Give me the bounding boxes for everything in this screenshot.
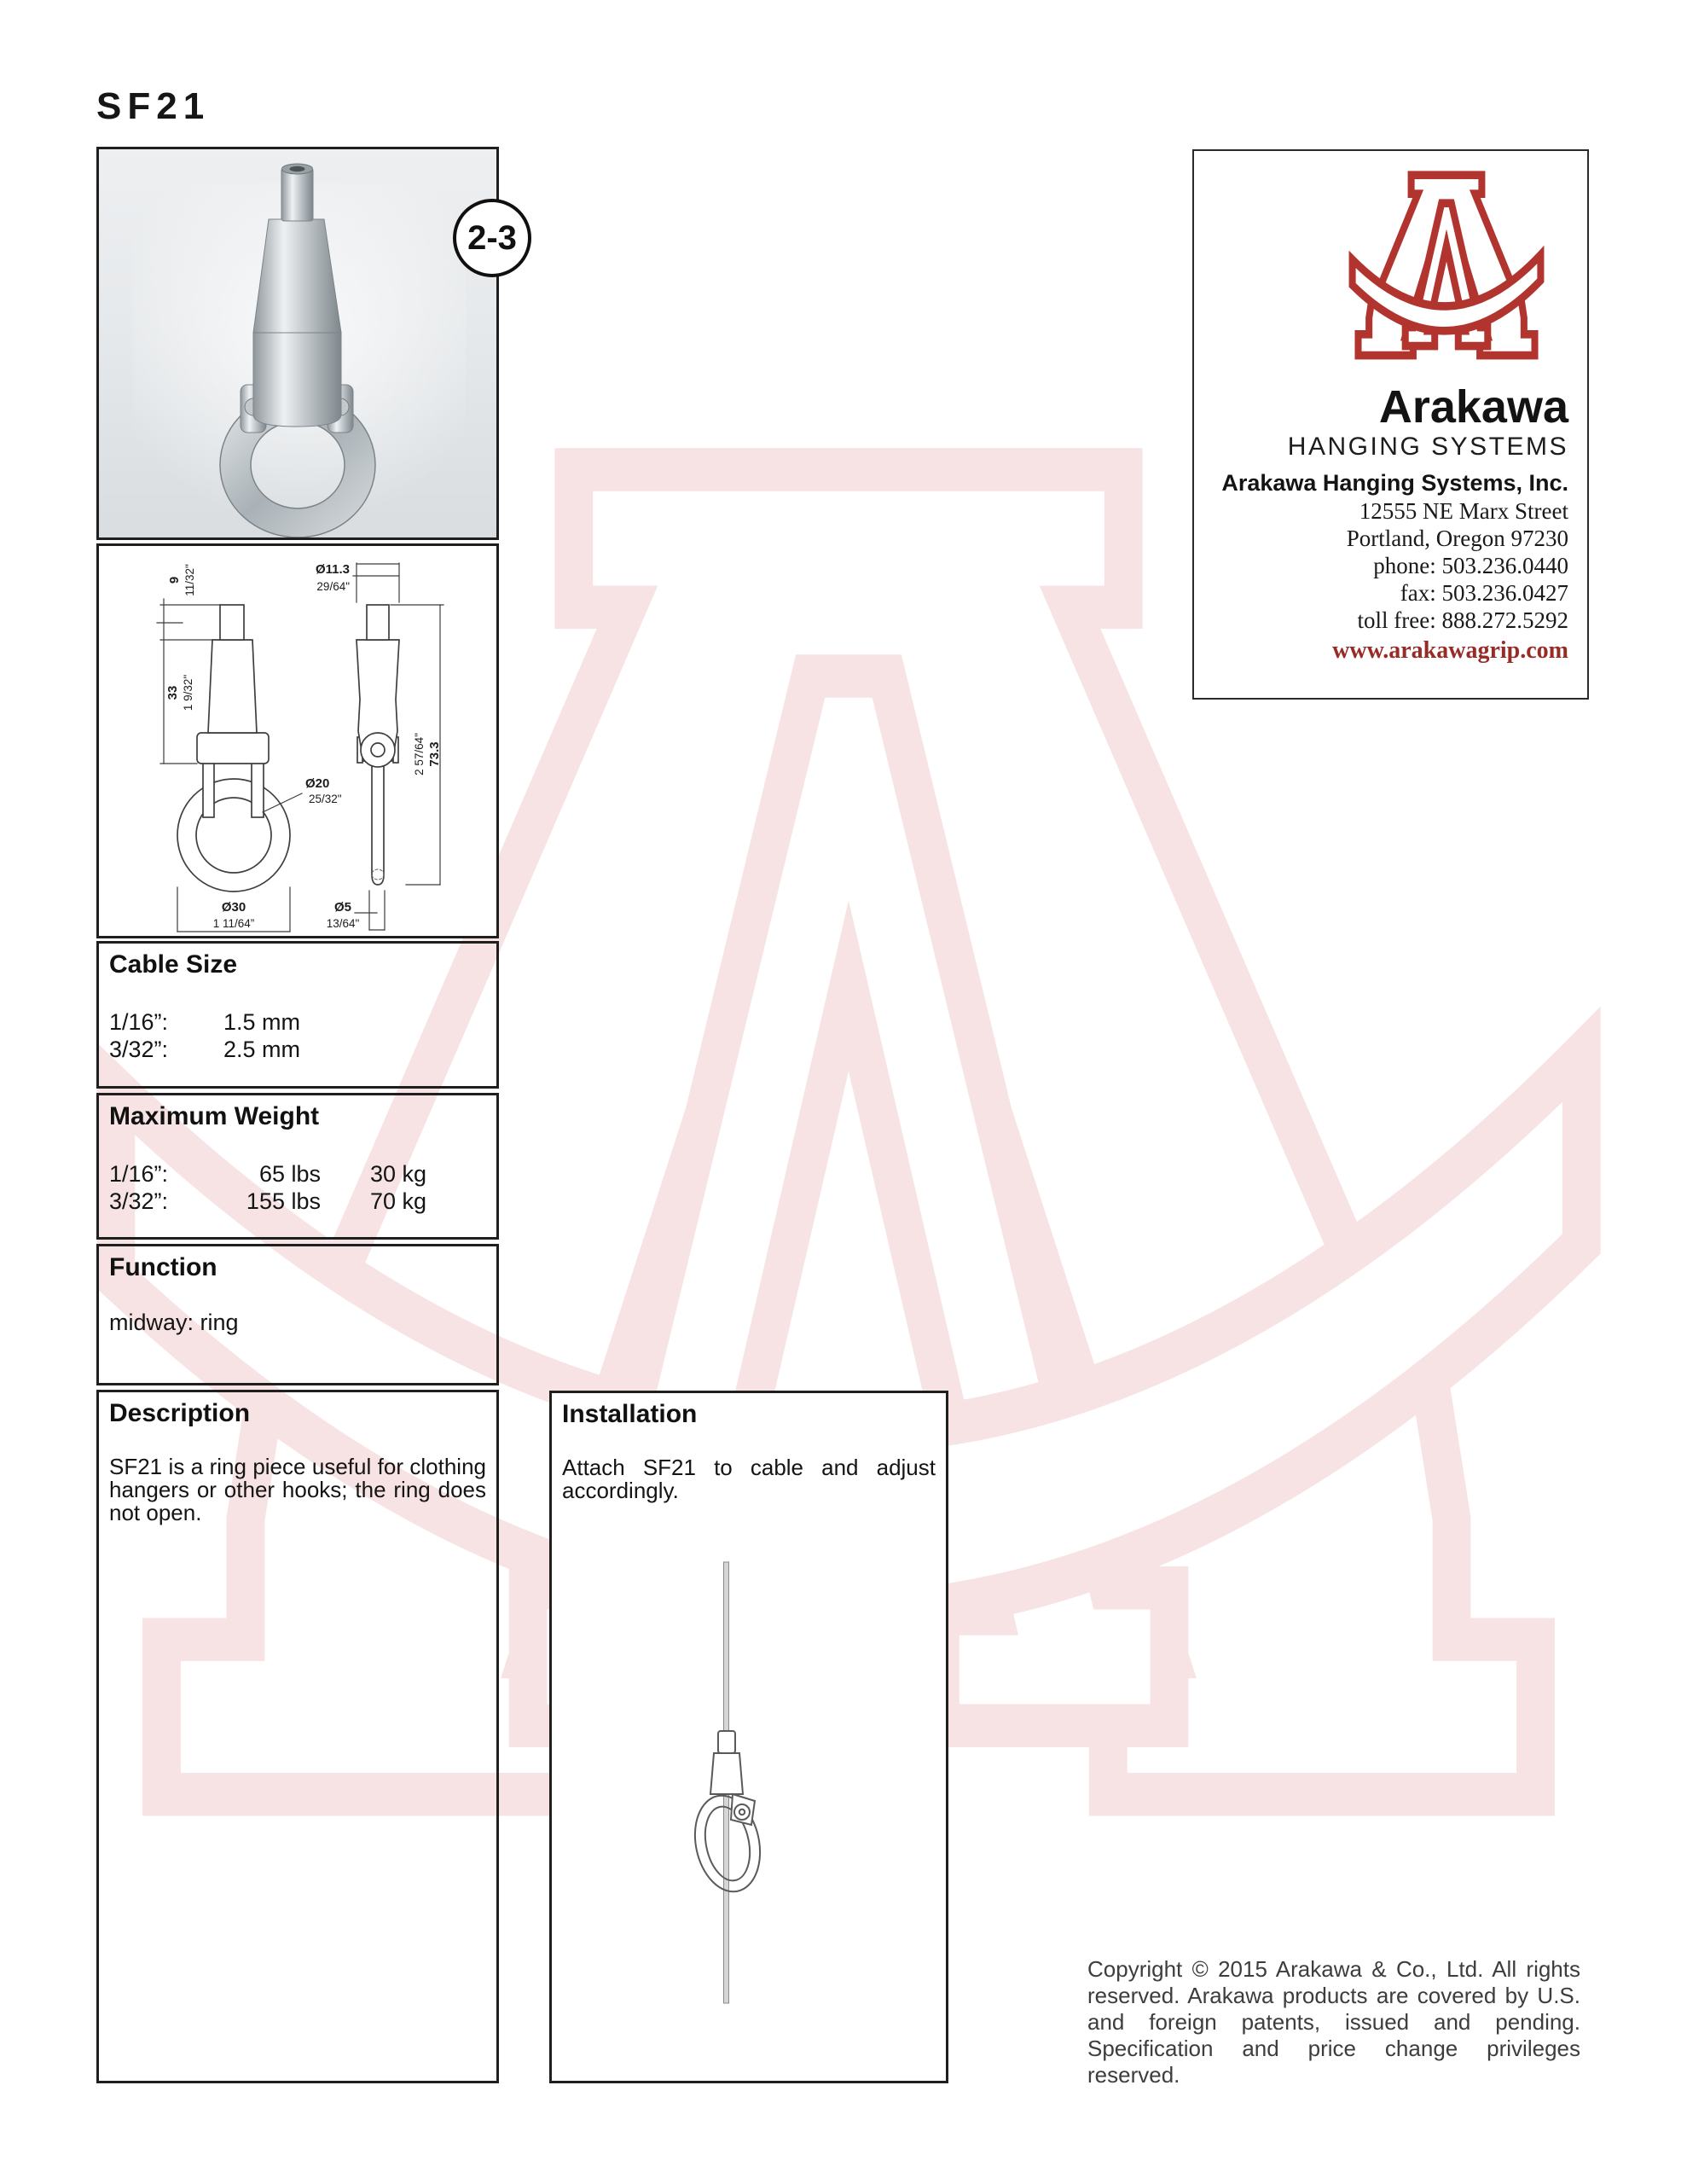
installation-section <box>549 1391 948 2083</box>
brand-tagline: HANGING SYSTEMS <box>1287 433 1568 461</box>
brand-block <box>1192 149 1589 700</box>
max-weight-label: 3/32”: <box>109 1188 169 1214</box>
max-weight-row <box>109 1160 486 1188</box>
cable-size-section <box>96 941 499 1089</box>
photo-badge: 2-3 <box>453 199 531 277</box>
cable-size-row <box>109 1008 486 1036</box>
max-weight-kg: 30 kg <box>369 1161 426 1187</box>
cable-size-value: 1.5 mm <box>223 1009 301 1035</box>
description-section <box>96 1390 499 2083</box>
dim-30-mm: Ø30 <box>221 900 246 915</box>
brand-name: Arakawa <box>1378 381 1568 433</box>
max-weight-title: Maximum Weight <box>109 1102 320 1130</box>
cable-size-label: 1/16”: <box>109 1009 169 1035</box>
dim-33-in: 1 9/32" <box>182 674 194 712</box>
max-weight-lbs: 155 lbs <box>246 1188 321 1214</box>
installation-illustration <box>654 1538 808 2071</box>
function-title: Function <box>109 1253 217 1281</box>
description-title: Description <box>109 1399 251 1427</box>
product-photo-box <box>96 147 499 540</box>
dim-33-mm: 33 <box>165 685 180 700</box>
description-text: SF21 is a ring piece useful for clothing hangers or other hooks; the ring does not open. <box>109 1454 486 1525</box>
technical-drawing <box>99 546 496 936</box>
dim-5-mm: Ø5 <box>333 900 352 915</box>
dim-733-in: 2 57/64" <box>413 733 426 775</box>
max-weight-label: 1/16”: <box>109 1161 169 1187</box>
product-photo <box>99 149 496 537</box>
technical-drawing-box <box>96 543 499 938</box>
dim-20-mm: Ø20 <box>305 776 330 791</box>
dim-9-in: 11/32" <box>183 564 196 596</box>
brand-company: Arakawa Hanging Systems, Inc. <box>1221 470 1568 496</box>
installation-text: Attach SF21 to cable and adjust accordingly. <box>562 1455 936 1503</box>
installation-title: Installation <box>562 1400 698 1428</box>
brand-phone: phone: 503.236.0440 <box>1373 553 1568 578</box>
copyright-text: Copyright © 2015 Arakawa & Co., Ltd. All rights reserved. Arakawa products are covered by U.S. and foreign patents, issued and pending. Specification and price change privileges reserved. <box>1087 1956 1580 2088</box>
function-text: midway: ring <box>109 1310 239 1335</box>
max-weight-section <box>96 1093 499 1240</box>
max-weight-lbs: 65 lbs <box>258 1161 321 1187</box>
dim-9-mm: 9 <box>167 576 182 584</box>
cable-size-title: Cable Size <box>109 950 238 979</box>
max-weight-row <box>109 1188 486 1215</box>
brand-website-link[interactable]: www.arakawagrip.com <box>1332 637 1568 664</box>
dim-113-mm: Ø11.3 <box>315 562 350 577</box>
brand-address-line2: Portland, Oregon 97230 <box>1346 526 1568 551</box>
cable-size-row <box>109 1036 486 1063</box>
page-title: SF21 <box>96 85 211 127</box>
brand-address-line1: 12555 NE Marx Street <box>1359 498 1568 524</box>
dim-20-in: 25/32" <box>309 793 342 805</box>
cable-size-label: 3/32”: <box>109 1037 169 1062</box>
max-weight-kg: 70 kg <box>369 1188 426 1214</box>
brand-fax: fax: 503.236.0427 <box>1400 580 1568 606</box>
arakawa-logo-icon <box>1348 168 1545 379</box>
function-section <box>96 1244 499 1385</box>
cable-size-value: 2.5 mm <box>223 1037 301 1062</box>
dim-113-in: 29/64" <box>316 580 350 593</box>
brand-tollfree: toll free: 888.272.5292 <box>1357 607 1568 633</box>
dim-5-in: 13/64" <box>326 917 360 930</box>
dim-30-in: 1 11/64” <box>212 917 255 930</box>
dim-733-mm: 73.3 <box>427 741 442 767</box>
